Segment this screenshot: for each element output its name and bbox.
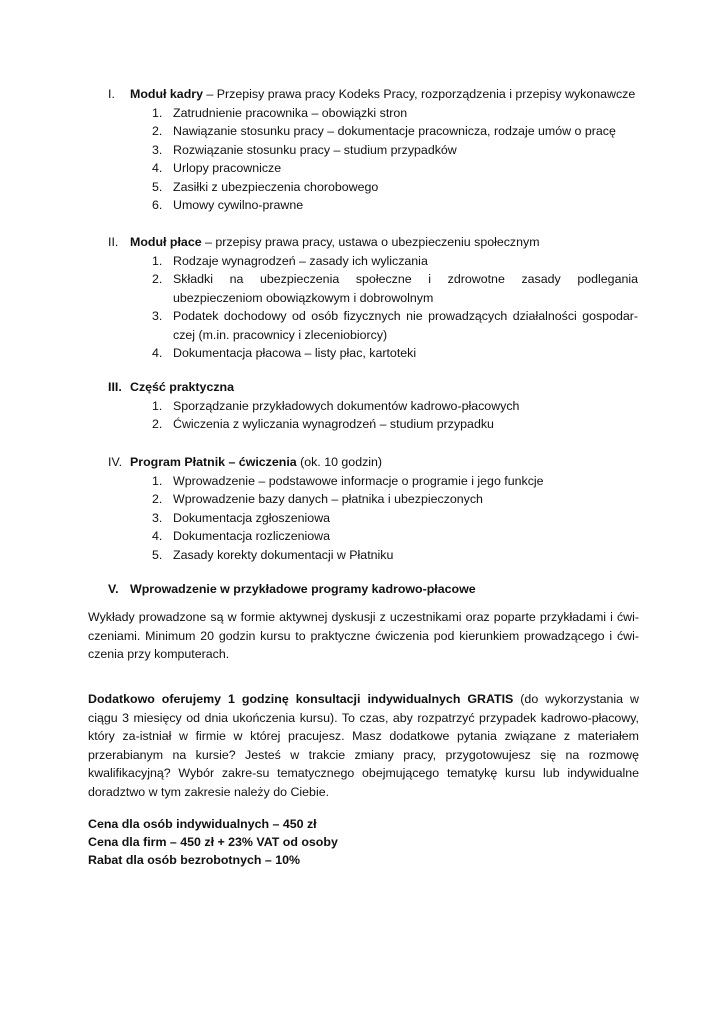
section-heading xyxy=(0,85,725,104)
item-text: Wprowadzenie – podstawowe informacje o programie i jego funkcje xyxy=(173,473,544,488)
list-item xyxy=(0,159,638,178)
item-number: 3. xyxy=(152,510,163,525)
section-list xyxy=(0,397,725,434)
item-number: 4. xyxy=(152,346,163,360)
list-item xyxy=(0,178,638,197)
item-text: Umowy cywilno-prawne xyxy=(173,198,304,212)
list-item xyxy=(0,490,638,509)
section-heading xyxy=(0,580,725,599)
list-item xyxy=(0,141,638,160)
item-number: 2. xyxy=(152,124,163,138)
section-heading xyxy=(0,378,725,397)
consultation-text: (do wykorzystania w ciągu 3 miesięcy od dnia ukończenia kursu). To czas, aby rozpatrzyć przypadek kadrowo-płacowy, który za-istniał w firmie w której pracujesz. Masz dodatkowe pytania związane z materiałem przerabianym na kursie? Jesteś w trakcie zmiany pracy, przygotowujesz się na rozmowę kwalifikacyjną? Wybór zakre-su tematycznego obejmującego tematykę kursu lub indywidualne doradztwo w tym zakresie należy do Ciebie. xyxy=(88,692,639,799)
list-item xyxy=(0,397,638,416)
section-title-rest: – Przepisy prawa pracy Kodeks Pracy, rozporządzenia i przepisy wykonawcze xyxy=(202,87,636,101)
section-title xyxy=(130,233,540,252)
section-title-rest: (ok. 10 godzin) xyxy=(296,455,383,469)
item-text: Rodzaje wynagrodzeń – zasady ich wyliczania xyxy=(173,253,428,268)
section-numeral: IV. xyxy=(108,455,123,469)
consultation-paragraph xyxy=(88,690,639,801)
item-number: 2. xyxy=(152,492,163,506)
section-title-bold: Część praktyczna xyxy=(130,380,234,394)
list-item xyxy=(0,307,638,344)
list-item xyxy=(0,196,638,215)
list-item xyxy=(0,472,638,491)
item-number: 5. xyxy=(152,547,163,562)
section-title xyxy=(130,453,382,472)
list-item xyxy=(0,344,638,363)
section-5 xyxy=(0,580,725,599)
item-number: 2. xyxy=(152,417,163,431)
item-number: 1. xyxy=(152,398,163,413)
list-item xyxy=(0,270,638,307)
item-text: Podatek dochodowy od osób fizycznych nie prowadzących działalności gospodar-czej (m.in. pracownicy i zleceniobiorcy) xyxy=(173,309,638,342)
item-text: Zasady korekty dokumentacji w Płatniku xyxy=(173,547,394,562)
item-number: 4. xyxy=(152,161,163,175)
section-title-rest: – przepisy prawa pracy, ustawa o ubezpieczeniu społecznym xyxy=(201,235,540,249)
item-text: Składki na ubezpieczenia społeczne i zdrowotne zasady podlegania ubezpieczeniom obowiązkowym i dobrowolnym xyxy=(173,272,638,305)
list-item xyxy=(0,122,638,141)
section-list xyxy=(0,252,725,363)
section-numeral: II. xyxy=(108,235,119,249)
item-text: Wprowadzenie bazy danych – płatnika i ubezpieczonych xyxy=(173,492,483,506)
consultation-highlight: Dodatkowo oferujemy 1 godzinę konsultacji indywidualnych GRATIS xyxy=(88,692,514,706)
section-title xyxy=(130,85,635,104)
section-title-bold: Moduł płace xyxy=(130,235,202,249)
item-text: Nawiązanie stosunku pracy – dokumentacje pracownicza, rodzaje umów o pracę xyxy=(173,124,616,138)
list-item xyxy=(0,509,638,528)
section-2 xyxy=(0,233,725,363)
price-individual: Cena dla osób indywidualnych – 450 zł xyxy=(88,817,317,831)
section-list xyxy=(0,472,725,565)
item-number: 3. xyxy=(152,309,163,323)
description-paragraph: Wykłady prowadzone są w formie aktywnej dyskusji z uczestnikami oraz poparte przykładami i ćwi-czeniami. Minimum 20 godzin kursu to praktyczne ćwiczenia pod kierunkiem prowadzącego i ćwi-czenia przy komputerach. xyxy=(88,610,639,661)
section-title-bold: Wprowadzenie w przykładowe programy kadrowo-płacowe xyxy=(130,582,476,596)
item-number: 2. xyxy=(152,272,163,286)
section-4 xyxy=(0,453,725,564)
section-title xyxy=(130,580,476,599)
section-title xyxy=(130,378,234,397)
item-text: Ćwiczenia z wyliczania wynagrodzeń – studium przypadku xyxy=(173,417,494,431)
item-number: 1. xyxy=(152,473,163,488)
section-1 xyxy=(0,85,725,215)
item-text: Rozwiązanie stosunku pracy – studium przypadków xyxy=(173,142,457,157)
item-number: 4. xyxy=(152,529,163,543)
section-3 xyxy=(0,378,725,434)
item-text: Dokumentacja płacowa – listy płac, kartoteki xyxy=(173,346,417,360)
list-item xyxy=(0,527,638,546)
list-item xyxy=(0,104,638,123)
section-title-bold: Program Płatnik – ćwiczenia xyxy=(130,455,297,469)
discount-unemployed: Rabat dla osób bezrobotnych – 10% xyxy=(88,853,301,867)
item-text: Dokumentacja rozliczeniowa xyxy=(173,529,331,543)
section-numeral: I. xyxy=(108,87,115,101)
section-numeral: III. xyxy=(108,380,122,394)
section-numeral: V. xyxy=(108,582,119,596)
list-item xyxy=(0,546,638,565)
item-text: Sporządzanie przykładowych dokumentów kadrowo-płacowych xyxy=(173,398,520,413)
list-item xyxy=(0,415,638,434)
item-text: Urlopy pracownicze xyxy=(173,161,282,175)
item-text: Dokumentacja zgłoszeniowa xyxy=(173,510,331,525)
section-heading xyxy=(0,453,725,472)
list-item xyxy=(0,252,638,271)
section-list xyxy=(0,104,725,215)
item-number: 3. xyxy=(152,142,163,157)
section-heading xyxy=(0,233,725,252)
price-company: Cena dla firm – 450 zł + 23% VAT od osoby xyxy=(88,835,338,849)
item-number: 5. xyxy=(152,179,163,194)
item-number: 1. xyxy=(152,253,163,268)
item-text: Zatrudnienie pracownika – obowiązki stron xyxy=(173,105,408,120)
item-number: 1. xyxy=(152,105,163,120)
item-text: Zasiłki z ubezpieczenia chorobowego xyxy=(173,179,379,194)
item-number: 6. xyxy=(152,198,163,212)
section-title-bold: Moduł kadry xyxy=(130,87,203,101)
